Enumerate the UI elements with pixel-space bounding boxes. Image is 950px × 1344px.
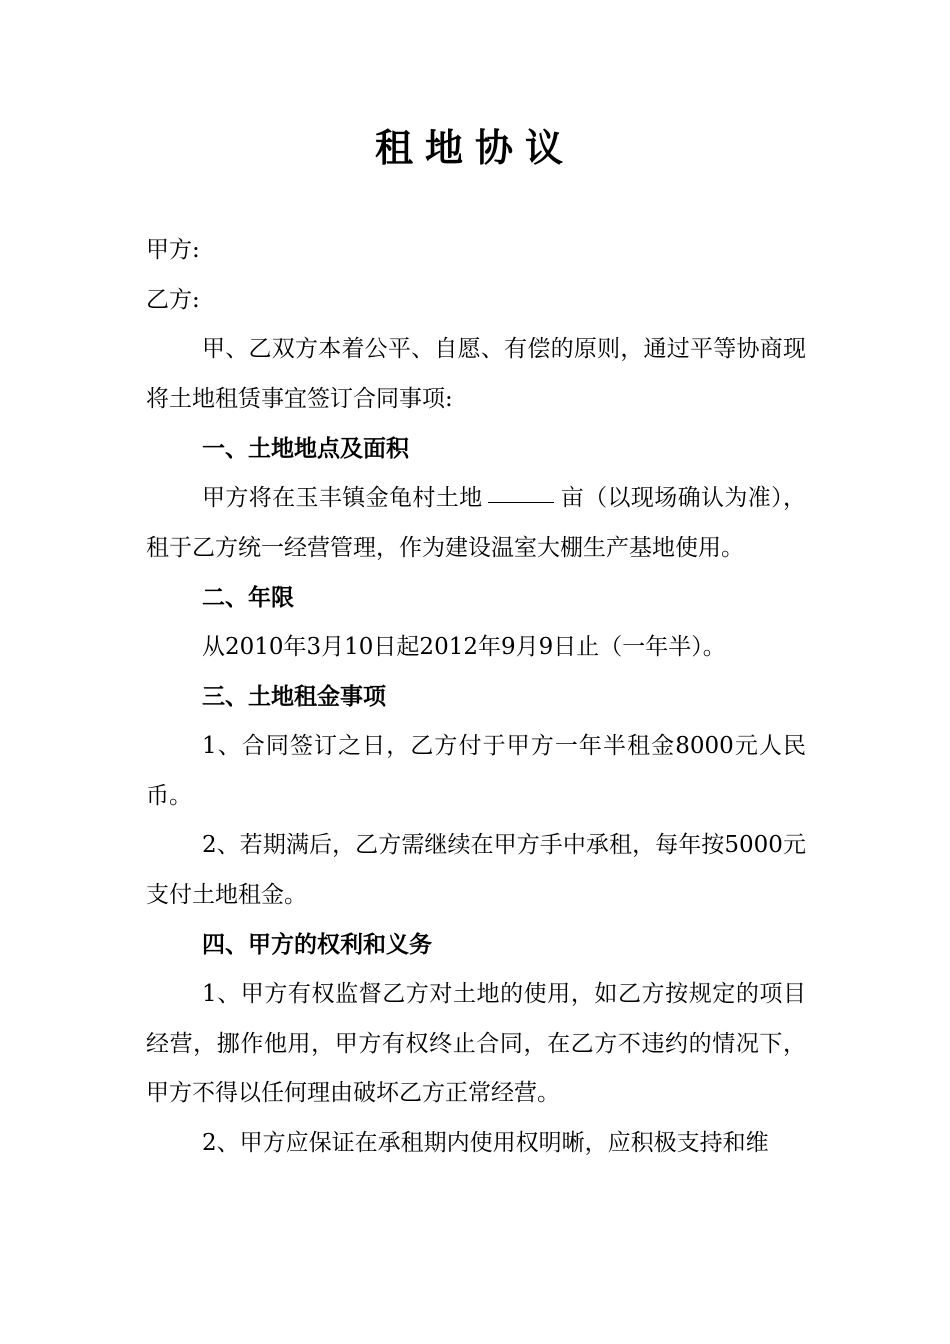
section-4-item-1: 1、甲方有权监督乙方对土地的使用，如乙方按规定的项目经营，挪作他用，甲方有权终止合同，在乙方不违约的情况下，甲方不得以任何理由破坏乙方正常经营。 (146, 980, 806, 1107)
section-3-item-1: 1、合同签订之日，乙方付于甲方一年半租金8000元人民币。 (146, 732, 806, 809)
section-3-heading: 三、土地租金事项 (202, 683, 386, 711)
section-1-paragraph (146, 474, 806, 573)
section-2-heading: 二、年限 (202, 584, 294, 612)
section-3-item-2: 2、若期满后，乙方需继续在甲方手中承租，每年按5000元支付土地租金。 (146, 832, 806, 908)
section-4-item-2: 2、甲方应保证在承租期内使用权明晰，应积极支持和维 (202, 1129, 769, 1156)
section-1-text-before-blank: 甲方将在玉丰镇金龟村土地 (202, 484, 483, 511)
party-b-line: 乙方: (146, 286, 200, 313)
party-a-line: 甲方: (146, 237, 200, 263)
intro-paragraph: 甲、乙双方本着公平、自愿、有偿的原则，通过平等协商现将土地租赁事宜签订合同事项: (146, 336, 806, 412)
section-4-heading: 四、甲方的权利和义务 (202, 931, 432, 959)
document-title: 租地协议 (374, 125, 575, 170)
document-body (146, 226, 806, 1168)
section-2-paragraph: 从2010年3月10日起2012年9月9日止（一年半）。 (202, 633, 726, 660)
section-1-text-after-blank: 亩（以现场确认为准），租于乙方统一经营管理，作为建设温室大棚生产基地使用。 (146, 484, 807, 561)
area-blank-field[interactable] (488, 479, 554, 503)
section-1-heading: 一、土地地点及面积 (202, 435, 409, 463)
